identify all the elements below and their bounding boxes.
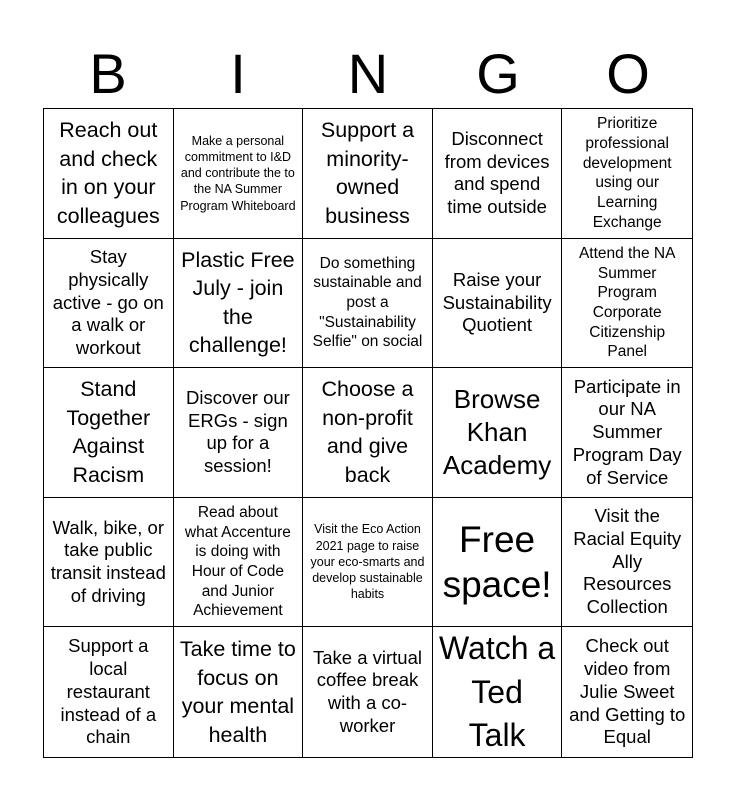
bingo-cell-n5[interactable]: Take a virtual coffee break with a co-worker (303, 627, 433, 757)
header-letter-b: B (89, 42, 127, 105)
bingo-cell-o5[interactable]: Check out video from Julie Sweet and Getting to Equal (569, 635, 686, 748)
bingo-cell-o2[interactable]: Attend the NA Summer Program Corporate Citizenship Panel (562, 239, 692, 369)
bingo-cell-b5[interactable]: Support a local restaurant instead of a chain (44, 627, 174, 757)
bingo-cell-b1[interactable]: Reach out and check in on your colleagues (44, 109, 174, 239)
bingo-cell-g2[interactable]: Raise your Sustainability Quotient (433, 239, 563, 369)
header-letter-n: N (347, 42, 389, 105)
bingo-cell-b2[interactable]: Stay physically active - go on a walk or workout (44, 239, 174, 369)
bingo-cell-g1[interactable]: Disconnect from devices and spend time outside (433, 109, 563, 239)
bingo-cell-o3[interactable]: Participate in our NA Summer Program Day of Service (562, 368, 692, 498)
bingo-cell-n1[interactable]: Support a minority-owned business (303, 109, 433, 239)
bingo-cell-i1[interactable]: Make a personal commitment to I&D and contribute the to the NA Summer Program Whiteboard (174, 109, 304, 239)
header-letter-o: O (606, 42, 650, 105)
bingo-header (43, 40, 693, 108)
bingo-cell-n2[interactable]: Do something sustainable and post a "Sustainability Selfie" on social (303, 239, 433, 369)
bingo-cell-i4[interactable]: Read about what Accenture is doing with Hour of Code and Junior Achievement (174, 498, 304, 628)
header-letter-g: G (476, 42, 520, 105)
bingo-cell-o4[interactable]: Visit the Racial Equity Ally Resources Collection (562, 498, 692, 628)
bingo-cell-n3[interactable]: Choose a non-profit and give back (303, 368, 433, 498)
bingo-board (43, 108, 693, 758)
bingo-cell-i5[interactable]: Take time to focus on your mental health (174, 627, 304, 757)
bingo-cell-g5[interactable]: Watch a Ted Talk (433, 627, 563, 757)
bingo-cell-o1[interactable]: Prioritize professional development using our Learning Exchange (562, 109, 692, 239)
bingo-cell-free-space[interactable]: Free space! (433, 498, 563, 628)
header-letter-i: I (230, 42, 246, 105)
bingo-cell-n4[interactable]: Visit the Eco Action 2021 page to raise your eco-smarts and develop sustainable habits (303, 498, 433, 628)
bingo-cell-g3[interactable]: Browse Khan Academy (433, 368, 563, 498)
bingo-cell-i3[interactable]: Discover our ERGs - sign up for a session! (174, 368, 304, 498)
bingo-cell-i2[interactable]: Plastic Free July - join the challenge! (174, 239, 304, 369)
bingo-cell-b4[interactable]: Walk, bike, or take public transit instead of driving (44, 498, 174, 628)
bingo-cell-b3[interactable]: Stand Together Against Racism (44, 368, 174, 498)
